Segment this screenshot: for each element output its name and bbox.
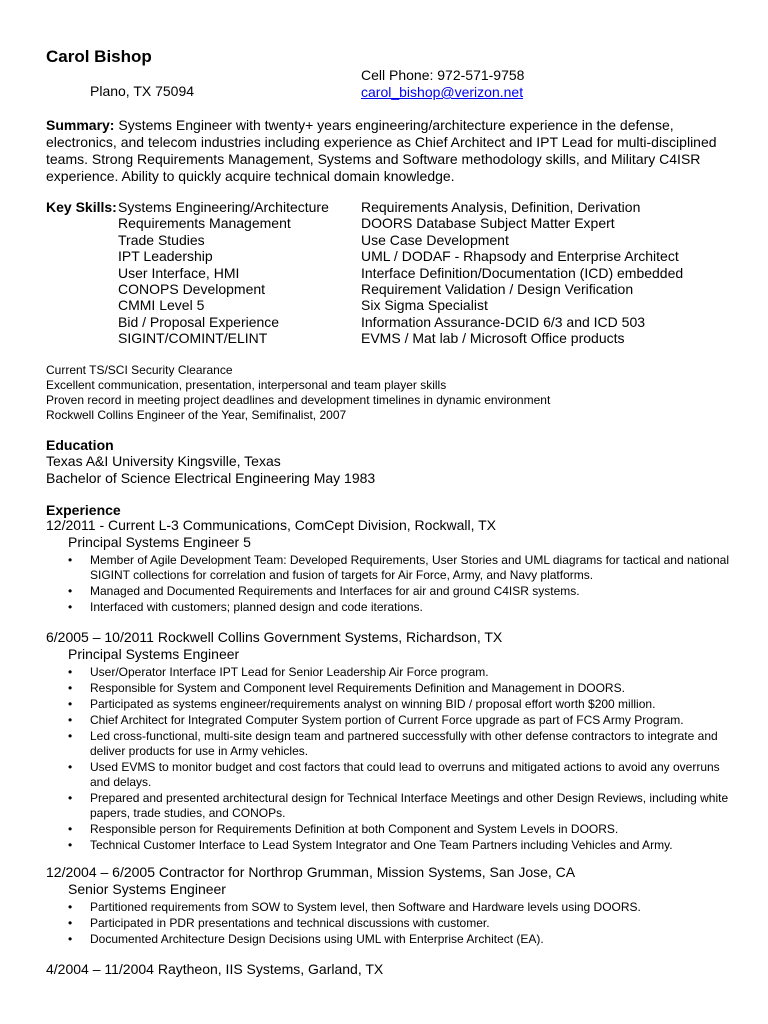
skill-item: Requirement Validation / Design Verification [361,281,634,298]
qualification-item: Proven record in meeting project deadlines and development timelines in dynamic environment [46,393,551,407]
summary-label: Summary: [46,117,115,133]
address: Plano, TX 75094 [90,83,195,99]
experience-heading: Experience [46,502,121,518]
skill-item: UML / DODAF - Rhapsody and Enterprise Architect [361,248,679,265]
skills-column-1 [118,199,329,347]
skill-item: CMMI Level 5 [118,297,205,314]
skill-item: Six Sigma Specialist [361,297,488,314]
skill-item: Use Case Development [361,231,509,248]
job-header: 12/2011 - Current L-3 Communications, ComCept Division, Rockwall, TX [46,517,496,533]
job-bullet: • Led cross-functional, multi-site design team and partnered successfully with other defense contractors to integrate and deliver products for use in Army vehicles. [90,729,736,759]
job-title: Senior Systems Engineer [68,881,226,897]
job-header: 4/2004 – 11/2004 Raytheon, IIS Systems, Garland, TX [46,961,384,977]
skill-item: User Interface, HMI [118,264,240,281]
education-heading: Education [46,437,114,453]
key-skills-label: Key Skills: [46,199,117,215]
job-entry [46,864,736,947]
job-bullet: • User/Operator Interface IPT Lead for Senior Leadership Air Force program. [90,665,736,680]
job-bullet: • Participated in PDR presentations and technical discussions with customer. [90,916,736,931]
job-bullet: • Chief Architect for Integrated Computer System portion of Current Force upgrade as part of FCS Army Program. [90,713,736,728]
job-bullet: • Partitioned requirements from SOW to System level, then Software and Hardware levels using DOORS. [90,900,736,915]
skill-item: Requirements Analysis, Definition, Derivation [361,199,641,215]
qualification-item: Current TS/SCI Security Clearance [46,363,233,377]
skills-column-2 [361,199,683,347]
resume-name: Carol Bishop [46,47,152,66]
job-bullet: • Responsible for System and Component level Requirements Definition and Management in DOORS. [90,681,736,696]
job-bullet: • Prepared and presented architectural design for Technical Interface Meetings and other Design Reviews, including white papers, trade studies, and CONOPs. [90,791,736,821]
job-header: 6/2005 – 10/2011 Rockwell Collins Government Systems, Richardson, TX [46,629,503,645]
job-bullet: • Technical Customer Interface to Lead System Integrator and One Team Partners including Vehicles and Army. [90,838,736,853]
skill-item: CONOPS Development [118,281,266,298]
skill-item: Information Assurance-DCID 6/3 and ICD 503 [361,313,646,330]
job-bullets [46,665,736,853]
skill-item: Systems Engineering/Architecture [118,199,329,215]
qualifications-list [46,363,550,423]
qualification-item: Rockwell Collins Engineer of the Year, Semifinalist, 2007 [46,408,347,422]
summary-text: Systems Engineer with twenty+ years engineering/architecture experience in the defense, electronics, and telecom industries including experience as Chief Architect and IPT Lead for multi-disciplined teams. Strong Requirements Management, Systems and Software methodology skills, and Military C4ISR experience. Ability to quickly acquire technical domain knowledge. [46,117,717,184]
skill-item: Interface Definition/Documentation (ICD) embedded [361,264,684,281]
skill-item: EVMS / Mat lab / Microsoft Office products [361,330,625,347]
cell-phone: Cell Phone: 972-571-9758 [361,67,525,83]
job-entry [46,961,736,978]
job-header: 12/2004 – 6/2005 Contractor for Northrop Grumman, Mission Systems, San Jose, CA [46,864,576,880]
job-entry [46,629,736,853]
skill-item: Bid / Proposal Experience [118,313,280,330]
education-school: Texas A&I University Kingsville, Texas [46,453,281,469]
skill-item: Trade Studies [118,231,205,248]
education-degree: Bachelor of Science Electrical Engineering May 1983 [46,470,376,486]
skill-item: SIGINT/COMINT/ELINT [118,330,268,347]
job-bullet: • Used EVMS to monitor budget and cost factors that could lead to overruns and mitigated actions to avoid any overruns and delays. [90,760,736,790]
job-title: Principal Systems Engineer 5 [68,534,251,550]
education-section [46,453,375,487]
skill-item: Requirements Management [118,215,291,232]
job-bullets [46,553,736,615]
job-bullet: • Interfaced with customers; planned design and code iterations. [90,600,736,615]
job-bullet: • Member of Agile Development Team: Developed Requirements, User Stories and UML diagrams for tactical and national SIGINT collections for correlation and fusion of targets for Air Force, Army, and Navy platforms. [90,553,736,583]
job-bullets [46,900,736,947]
skill-item: IPT Leadership [118,248,213,265]
skill-item: DOORS Database Subject Matter Expert [361,215,615,232]
job-entry [46,517,736,615]
job-title: Principal Systems Engineer [68,646,240,662]
job-bullet: • Documented Architecture Design Decisions using UML with Enterprise Architect (EA). [90,932,736,947]
email-link[interactable]: carol_bishop@verizon.net [361,84,524,100]
job-bullet: • Responsible person for Requirements Definition at both Component and System Levels in DOORS. [90,822,736,837]
qualification-item: Excellent communication, presentation, interpersonal and team player skills [46,378,447,392]
job-bullet: • Participated as systems engineer/requirements analyst on winning BID / proposal effort worth $200 million. [90,697,736,712]
job-bullet: • Managed and Documented Requirements and Interfaces for air and ground C4ISR systems. [90,584,736,599]
summary-section [46,117,736,185]
